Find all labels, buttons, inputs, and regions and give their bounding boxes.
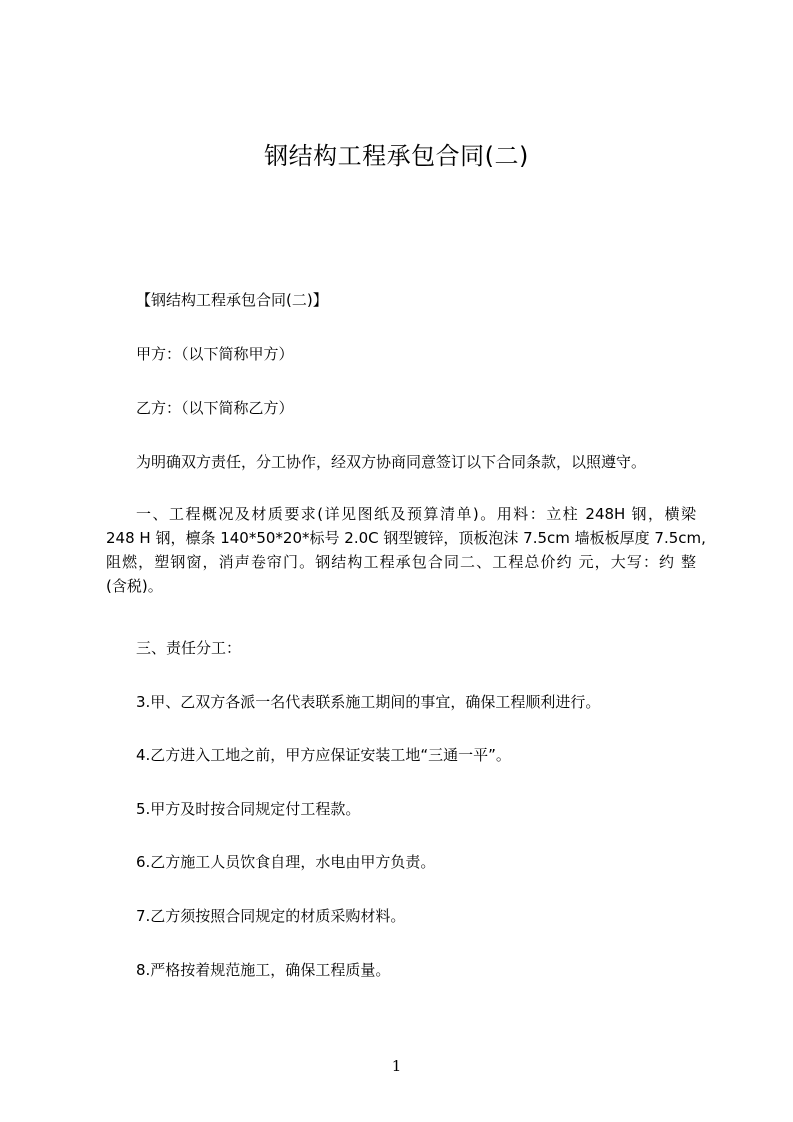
party-a-line: 甲方：（以下简称甲方） [136, 345, 294, 363]
section-1-line-2: 248 H 钢，檩条 140*50*20*标号 2.0C 钢型镀锌，顶板泡沫 7.5cm 墙板板厚度 7.5cm, [106, 529, 706, 547]
list-item-8: 8.严格按着规范施工，确保工程质量。 [136, 961, 391, 979]
page-number: 1 [391, 1057, 402, 1075]
preamble-paragraph: 为明确双方责任，分工协作，经双方协商同意签订以下合同条款，以照遵守。 [136, 453, 647, 471]
section-1-line-4: (含税)。 [106, 577, 163, 595]
list-item-7: 7.乙方须按照合同规定的材质采购材料。 [136, 907, 406, 925]
heading-bracket: 【钢结构工程承包合同(二)】 [136, 291, 328, 309]
list-item-5: 5.甲方及时按合同规定付工程款。 [136, 800, 361, 818]
document-title: 钢结构工程承包合同(二) [264, 142, 529, 170]
list-item-3: 3.甲、乙双方各派一名代表联系施工期间的事宜，确保工程顺利进行。 [136, 693, 601, 711]
section-1-paragraph [106, 503, 706, 597]
section-3-heading: 三、责任分工： [136, 639, 242, 657]
list-item-6: 6.乙方施工人员饮食自理，水电由甲方负责。 [136, 853, 436, 871]
party-b-line: 乙方：（以下简称乙方） [136, 399, 294, 417]
list-item-4: 4.乙方进入工地之前，甲方应保证安装工地“三通一平”。 [136, 746, 511, 764]
section-1-line-3: 阻燃，塑钢窗，消声卷帘门。钢结构工程承包合同二、工程总价约 元，大写：约 整 [106, 553, 696, 571]
section-1-line-1: 一、工程概况及材质要求(详见图纸及预算清单)。用料：立柱 248H 钢，横梁 [136, 505, 696, 523]
